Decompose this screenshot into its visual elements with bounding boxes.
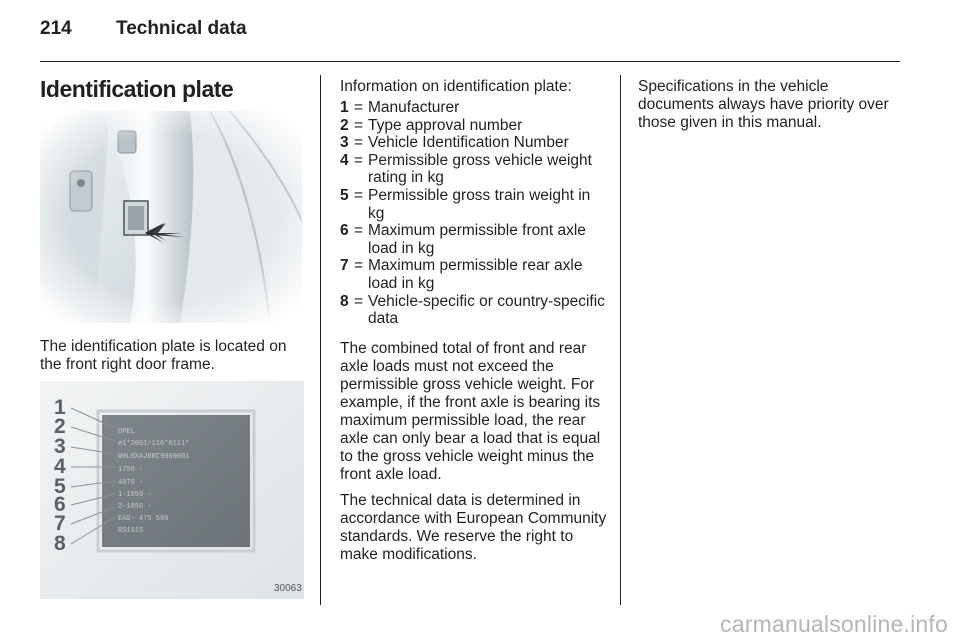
watermark: carmanualsonline.info bbox=[720, 611, 948, 637]
section-title: Identification plate bbox=[40, 76, 234, 102]
axle-load-paragraph: The combined total of front and rear axle loads must not exceed the permissible gross vehicle weight. For example, if the front axle is bearing its maximum permissible load, the rear axle can only bear a load that is equal to the gross vehicle weight minus the front axle load. bbox=[340, 339, 601, 483]
figure-code: 30063 bbox=[274, 583, 302, 594]
list-item: 8 = Vehicle-specific or country-specific data bbox=[340, 292, 605, 328]
plate-info-list bbox=[340, 99, 610, 328]
door-frame-illustration bbox=[40, 111, 302, 323]
plate-line-6: 1-1050 - bbox=[118, 491, 152, 499]
list-item: 1 = Manufacturer bbox=[340, 99, 460, 116]
list-item: 2 = Type approval number bbox=[340, 116, 523, 134]
right-column bbox=[638, 78, 908, 132]
callout-3: 3 bbox=[54, 435, 66, 458]
header-rule bbox=[40, 61, 900, 62]
list-item: 7 = Maximum permissible rear axle load in kg bbox=[340, 257, 583, 292]
location-caption: The identification plate is located on the front right door frame. bbox=[40, 338, 287, 373]
plate-line-8: EAS- 475 580 bbox=[118, 515, 169, 523]
standards-paragraph: The technical data is determined in accordance with European Community standards. We reserve the right to make modifications. bbox=[340, 491, 607, 563]
callout-1: 1 bbox=[54, 396, 66, 419]
callout-2: 2 bbox=[54, 415, 66, 438]
column-divider-1 bbox=[320, 75, 321, 605]
callout-8: 8 bbox=[54, 532, 66, 555]
column-divider-2 bbox=[620, 75, 621, 605]
plate-line-9: RS1515 bbox=[118, 527, 144, 535]
list-item: 6 = Maximum permissible front axle load in kg bbox=[340, 222, 586, 257]
priority-paragraph: Specifications in the vehicle documents always have priority over those given in this manual. bbox=[638, 78, 889, 131]
list-item: 5 = Permissible gross train weight in kg bbox=[340, 186, 591, 222]
page-number: 214 bbox=[40, 18, 72, 39]
plate-line-7: 2-1050 - bbox=[118, 503, 152, 511]
identification-plate-figure bbox=[40, 381, 304, 599]
list-intro: Information on identification plate: bbox=[340, 78, 572, 95]
plate-line-1: OPEL bbox=[118, 428, 135, 436]
page-header bbox=[40, 18, 247, 48]
callout-7: 7 bbox=[54, 512, 66, 535]
middle-column bbox=[340, 78, 610, 564]
plate-line-2: e1*2001/116*0111* bbox=[118, 440, 190, 448]
list-item: 4 = Permissible gross vehicle weight rating in kg bbox=[340, 151, 592, 187]
callout-5: 5 bbox=[54, 475, 66, 498]
plate-line-5: 4070 - bbox=[118, 479, 144, 487]
plate-line-4: 1750 - bbox=[118, 466, 144, 474]
callout-6: 6 bbox=[54, 493, 66, 516]
page-header-title: Technical data bbox=[116, 18, 247, 39]
callout-4: 4 bbox=[54, 455, 66, 478]
list-item: 3 = Vehicle Identification Number bbox=[340, 134, 569, 152]
plate-line-3: W0L0XAJ8RC9000001 bbox=[118, 453, 190, 461]
